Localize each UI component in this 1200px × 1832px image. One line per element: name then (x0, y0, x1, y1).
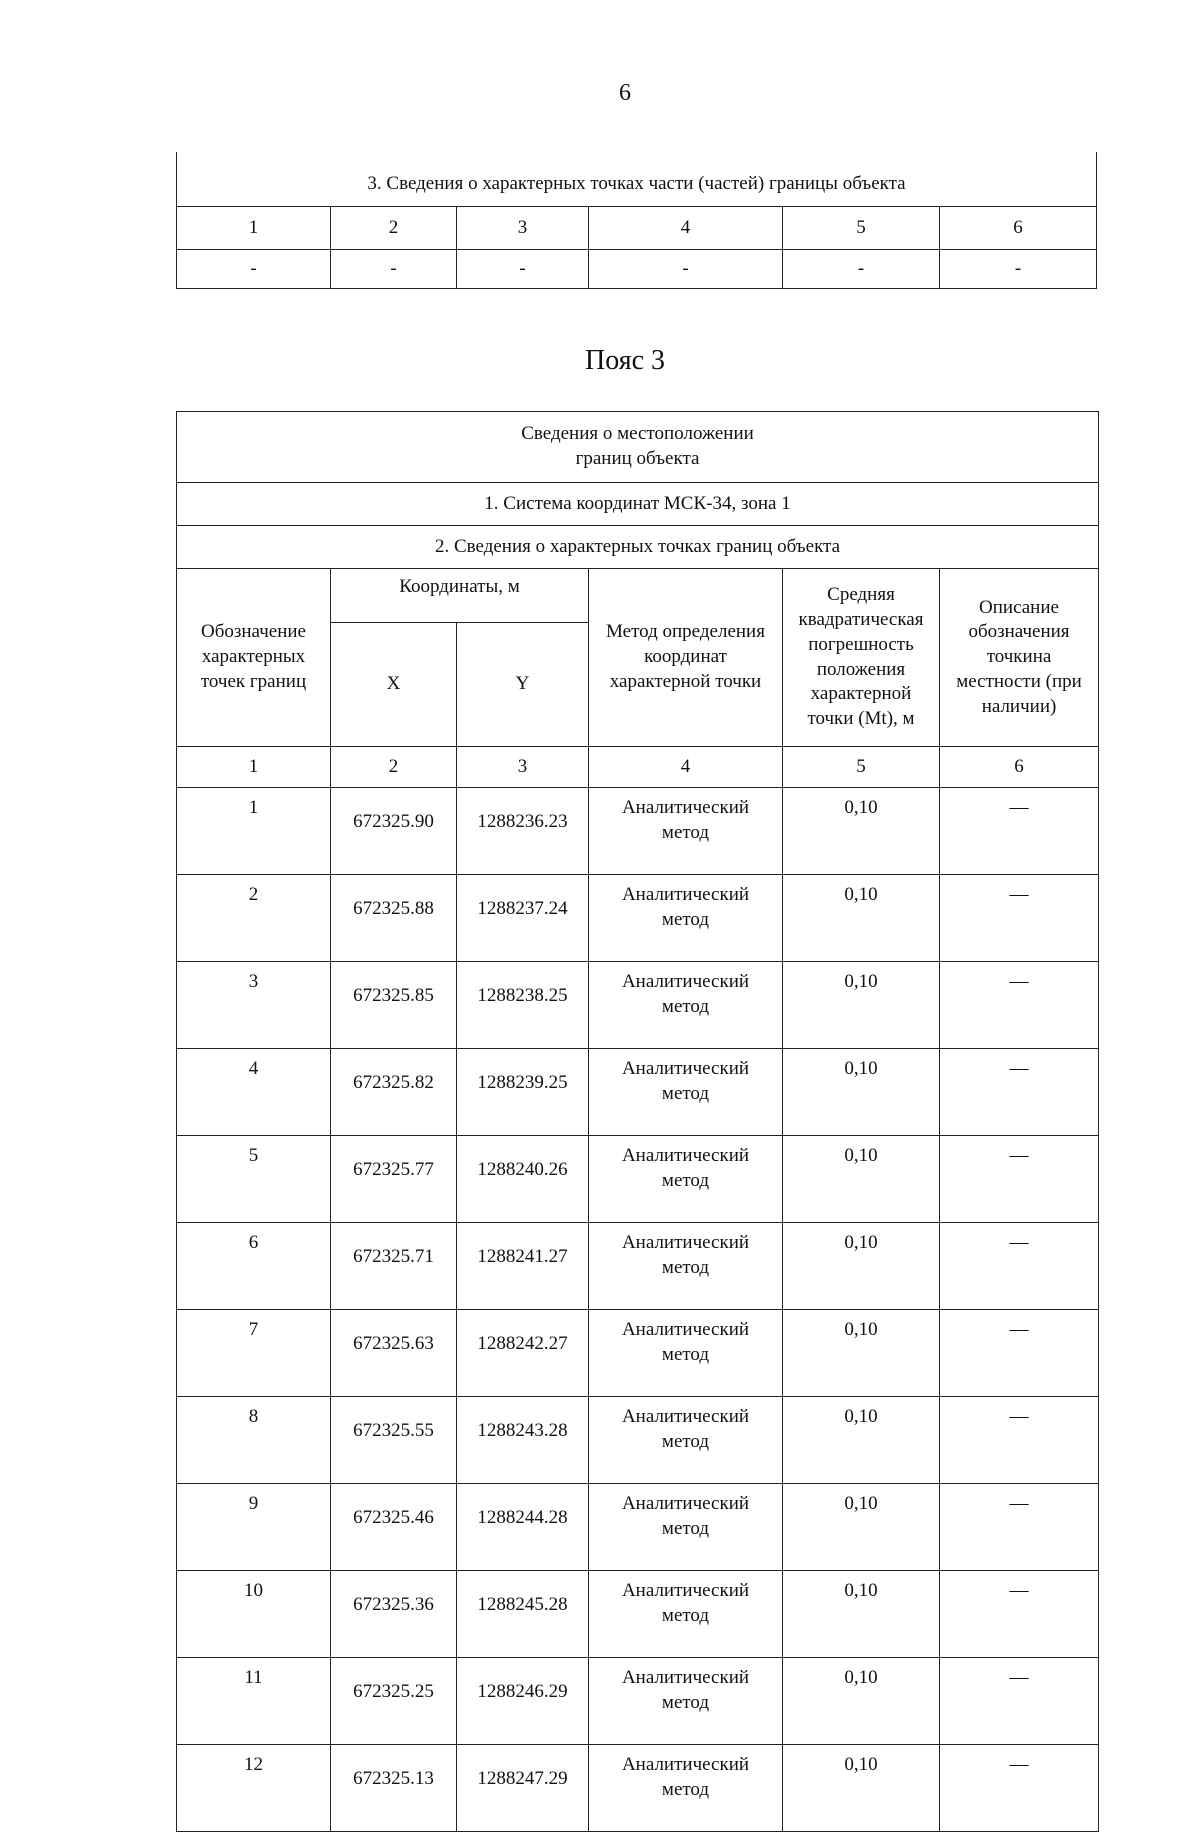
coordinate-x: 672325.63 (331, 1310, 457, 1397)
page-number: 6 (619, 80, 631, 106)
point-number: 11 (177, 1658, 331, 1745)
method-line-1: Аналитический (621, 884, 750, 905)
point-number: 7 (177, 1310, 331, 1397)
column-number: 1 (177, 207, 331, 250)
method-line-1: Аналитический (621, 1058, 750, 1079)
accuracy-value: 0,10 (783, 1136, 940, 1223)
method-line-2: метод (661, 1778, 710, 1800)
method-line-2: метод (661, 995, 710, 1017)
method-line-1: Аналитический (621, 1493, 750, 1514)
point-number: 6 (177, 1223, 331, 1310)
method-line-2: метод (661, 1169, 710, 1191)
method-line-2: метод (661, 908, 710, 930)
header-y: Y (457, 623, 589, 747)
accuracy-value: 0,10 (783, 1223, 940, 1310)
table-row (177, 1484, 1099, 1571)
method-line-1: Аналитический (621, 797, 750, 818)
point-number: 3 (177, 962, 331, 1049)
section-title: Пояс 3 (585, 345, 665, 376)
column-number: 3 (457, 747, 589, 788)
table-cell: - (457, 250, 589, 289)
table-row (177, 1745, 1099, 1832)
coordinate-y: 1288243.28 (457, 1397, 589, 1484)
coordinate-y: 1288237.24 (457, 875, 589, 962)
method-line-2: метод (661, 1343, 710, 1365)
description-value: — (940, 1049, 1099, 1136)
method-line-2: метод (661, 821, 710, 843)
accuracy-value: 0,10 (783, 1397, 940, 1484)
description-value: — (940, 962, 1099, 1049)
header-designation: Обозначение характерных точек границ (177, 569, 331, 747)
coordinate-x: 672325.85 (331, 962, 457, 1049)
description-value: — (940, 1745, 1099, 1832)
coordinate-y: 1288238.25 (457, 962, 589, 1049)
column-number: 5 (783, 747, 940, 788)
method-line-1: Аналитический (621, 971, 750, 992)
accuracy-value: 0,10 (783, 1484, 940, 1571)
method-line-2: метод (661, 1082, 710, 1104)
table-title: 3. Сведения о характерных точках части (частей) границы объекта (177, 152, 1097, 207)
point-number: 8 (177, 1397, 331, 1484)
description-value: — (940, 1571, 1099, 1658)
method-line-1: Аналитический (621, 1580, 750, 1601)
method-cell (589, 1310, 783, 1397)
coordinate-x: 672325.90 (331, 788, 457, 875)
description-value: — (940, 788, 1099, 875)
description-value: — (940, 1136, 1099, 1223)
coordinate-y: 1288239.25 (457, 1049, 589, 1136)
method-line-1: Аналитический (621, 1667, 750, 1688)
coordinate-x: 672325.88 (331, 875, 457, 962)
accuracy-value: 0,10 (783, 1571, 940, 1658)
table-cell: - (331, 250, 457, 289)
table-row (177, 1397, 1099, 1484)
method-cell (589, 1136, 783, 1223)
method-cell (589, 875, 783, 962)
point-number: 9 (177, 1484, 331, 1571)
point-number: 1 (177, 788, 331, 875)
point-number: 10 (177, 1571, 331, 1658)
table-row (177, 1136, 1099, 1223)
table-caption (177, 412, 1099, 483)
point-number: 5 (177, 1136, 331, 1223)
caption-line-1: Сведения о местоположении (521, 423, 754, 445)
coordinate-y: 1288242.27 (457, 1310, 589, 1397)
coordinate-y: 1288245.28 (457, 1571, 589, 1658)
coordinate-x: 672325.71 (331, 1223, 457, 1310)
accuracy-value: 0,10 (783, 1310, 940, 1397)
method-line-1: Аналитический (621, 1319, 750, 1340)
description-value: — (940, 1658, 1099, 1745)
description-value: — (940, 1310, 1099, 1397)
table-cell: - (589, 250, 783, 289)
point-number: 12 (177, 1745, 331, 1832)
accuracy-value: 0,10 (783, 1745, 940, 1832)
method-cell (589, 1745, 783, 1832)
points-section-title: 2. Сведения о характерных точках границ объекта (177, 526, 1099, 569)
accuracy-value: 0,10 (783, 875, 940, 962)
column-number: 6 (940, 747, 1099, 788)
method-cell (589, 1658, 783, 1745)
method-line-2: метод (661, 1691, 710, 1713)
coordinate-system: 1. Система координат МСК-34, зона 1 (177, 483, 1099, 526)
coordinate-y: 1288241.27 (457, 1223, 589, 1310)
column-number: 2 (331, 747, 457, 788)
table-row (177, 1049, 1099, 1136)
column-number: 2 (331, 207, 457, 250)
accuracy-value: 0,10 (783, 788, 940, 875)
table-cell: - (177, 250, 331, 289)
table-row (177, 1571, 1099, 1658)
header-description: Описание обозначения точкина местности (при наличии) (940, 569, 1099, 747)
column-number: 6 (940, 207, 1097, 250)
method-cell (589, 788, 783, 875)
table-row (177, 788, 1099, 875)
coordinate-x: 672325.13 (331, 1745, 457, 1832)
method-line-1: Аналитический (621, 1406, 750, 1427)
table-row (177, 1223, 1099, 1310)
description-value: — (940, 875, 1099, 962)
method-cell (589, 1484, 783, 1571)
coordinate-y: 1288236.23 (457, 788, 589, 875)
coordinate-x: 672325.36 (331, 1571, 457, 1658)
method-line-2: метод (661, 1256, 710, 1278)
coordinate-y: 1288244.28 (457, 1484, 589, 1571)
coordinate-y: 1288240.26 (457, 1136, 589, 1223)
column-number: 3 (457, 207, 589, 250)
description-value: — (940, 1484, 1099, 1571)
method-cell (589, 1049, 783, 1136)
method-line-1: Аналитический (621, 1145, 750, 1166)
method-line-1: Аналитический (621, 1232, 750, 1253)
header-coordinates: Координаты, м (331, 569, 589, 623)
method-line-2: метод (661, 1430, 710, 1452)
accuracy-value: 0,10 (783, 962, 940, 1049)
boundary-location-table (176, 411, 1099, 1832)
coordinate-x: 672325.46 (331, 1484, 457, 1571)
coordinate-x: 672325.25 (331, 1658, 457, 1745)
accuracy-value: 0,10 (783, 1658, 940, 1745)
method-line-2: метод (661, 1604, 710, 1626)
method-line-2: метод (661, 1517, 710, 1539)
coordinate-x: 672325.55 (331, 1397, 457, 1484)
coordinate-y: 1288247.29 (457, 1745, 589, 1832)
header-accuracy: Средняя квадратическая погрешность положения характерной точки (Mt), м (783, 569, 940, 747)
method-line-1: Аналитический (621, 1754, 750, 1775)
caption-line-2: границ объекта (575, 448, 700, 469)
point-number: 2 (177, 875, 331, 962)
header-method: Метод определения координат характерной точки (589, 569, 783, 747)
accuracy-value: 0,10 (783, 1049, 940, 1136)
description-value: — (940, 1223, 1099, 1310)
method-cell (589, 1571, 783, 1658)
column-number: 4 (589, 747, 783, 788)
header-x: X (331, 623, 457, 747)
table-row (177, 1658, 1099, 1745)
column-number: 1 (177, 747, 331, 788)
description-value: — (940, 1397, 1099, 1484)
column-number: 4 (589, 207, 783, 250)
table-cell: - (783, 250, 940, 289)
coordinate-y: 1288246.29 (457, 1658, 589, 1745)
method-cell (589, 962, 783, 1049)
coordinate-x: 672325.77 (331, 1136, 457, 1223)
point-number: 4 (177, 1049, 331, 1136)
method-cell (589, 1397, 783, 1484)
table-cell: - (940, 250, 1097, 289)
method-cell (589, 1223, 783, 1310)
table-row (177, 1310, 1099, 1397)
boundary-part-points-table (176, 152, 1097, 289)
table-row (177, 875, 1099, 962)
table-row (177, 962, 1099, 1049)
column-number: 5 (783, 207, 940, 250)
coordinate-x: 672325.82 (331, 1049, 457, 1136)
